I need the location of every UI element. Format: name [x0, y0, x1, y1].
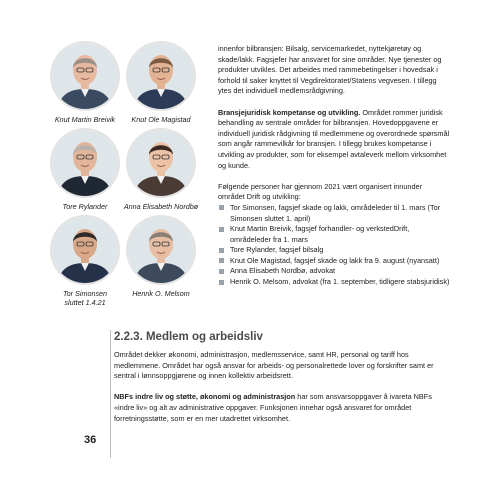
paragraph-intro: innenfor bilbransjen: Bilsalg, servicemarkedet, nyttekjøretøy og skade/lakk. Fagsjefer har ansvaret for sine områder. Nye tjenester og produkter utvikles. Det arbeides med rammebetingelser i hovedsak i forhold til saker knyttet til Vegdirektoratet/Statens vegvesen. I tillegg ytes det individuell medlemsrådgivning.: [218, 44, 442, 96]
paragraph-legal: [218, 108, 450, 172]
list-item: Tore Rylander, fagsjef bilsalg: [218, 245, 450, 256]
portrait-caption-3: Tore Rylander: [62, 202, 108, 211]
section-heading: 2.2.3. Medlem og arbeidsliv: [114, 331, 263, 343]
bullet-square-icon: [219, 258, 224, 263]
section-medlem-arbeidsliv: [114, 330, 454, 435]
paragraph-legal-body: Området rommer juridisk behandling av sentrale områder for bilbransjen. Hovedoppgavene er individuell juridisk rådgivning til medlemmene og overordnede spørsmål som angår rammevilkår for bransjen. I tillegg brukes kompetanse i utvikling av produkter, som for eksempel avtaleverk mellom virksomhet og kunde.: [218, 107, 450, 170]
bullet-square-icon: [219, 280, 224, 285]
portrait-caption-5: Tor Simonsen sluttet 1.4.21: [62, 289, 108, 307]
bullet-square-icon: [219, 227, 224, 232]
bullet-square-icon: [219, 205, 224, 210]
section-divider-line: [110, 330, 111, 458]
portrait-illustration: [128, 217, 194, 283]
persons-list: [218, 203, 450, 288]
portrait-illustration: [52, 43, 118, 109]
portrait-illustration: [52, 130, 118, 196]
portrait-photo-4: [128, 130, 194, 196]
page-number: 36: [84, 434, 97, 446]
portrait-photo-1: [52, 43, 118, 109]
portrait-photo-3: [52, 130, 118, 196]
portrait-photo-5: [52, 217, 118, 283]
portrait-photo-6: [128, 217, 194, 283]
portrait-illustration: [52, 217, 118, 283]
paragraph-legal-heading: Bransjejuridisk kompetanse og utvikling.: [218, 107, 361, 117]
portrait-caption-2: Knut Ole Magistad: [131, 115, 191, 124]
portrait-caption-4: Anna Elisabeth Nordbø: [123, 202, 199, 211]
section-paragraph-2-body: har som ansvarsoppgaver å ivareta NBFs «indre liv» og alt av administrative oppgaver. Funksjonen innehar også ansvaret for området forretningsstøtte, som er en mer utadrettet virksomhet.: [114, 392, 432, 423]
right-column-text: [218, 44, 450, 288]
list-item: Henrik O. Melsom, advokat (fra 1. september, tidligere stabsjuridisk): [218, 277, 450, 288]
section-paragraph-2: [114, 392, 454, 424]
bullet-square-icon: [219, 248, 224, 253]
portrait-caption-1: Knut Martin Breivik: [54, 115, 116, 124]
portrait-illustration: [128, 130, 194, 196]
section-paragraph-1: Området dekker økonomi, administrasjon, medlemsservice, samt HR, personal og tariff hos medlemmene. Området har også ansvar for arbeids- og personalrettede lover og forskrifter samt er sentral i lønnsoppgjørene og innen kollektiv arbeidsrett.: [114, 350, 434, 381]
portrait-caption-6: Henrik O. Melsom: [132, 289, 190, 298]
list-item: Tor Simonsen, fagsjef skade og lakk, områdeleder til 1. mars (Tor Simonsen sluttet 1. april): [218, 203, 450, 224]
portrait-photo-2: [128, 43, 194, 109]
list-item: Anna Elisabeth Nordbø, advokat: [218, 266, 450, 277]
list-item: Knut Martin Breivik, fagsjef forhandler- og verkstedDrift, områdeleder fra 1. mars: [218, 224, 450, 245]
paragraph-persons-intro: Følgende personer har gjennom 2021 vært organisert innunder området Drift og utvikling:: [218, 181, 423, 202]
section-paragraph-2-heading: NBFs indre liv og støtte, økonomi og administrasjon: [114, 392, 296, 402]
bullet-square-icon: [219, 269, 224, 274]
portrait-illustration: [128, 43, 194, 109]
list-item: Knut Ole Magistad, fagsjef skade og lakk fra 9. august (nyansatt): [218, 256, 450, 267]
